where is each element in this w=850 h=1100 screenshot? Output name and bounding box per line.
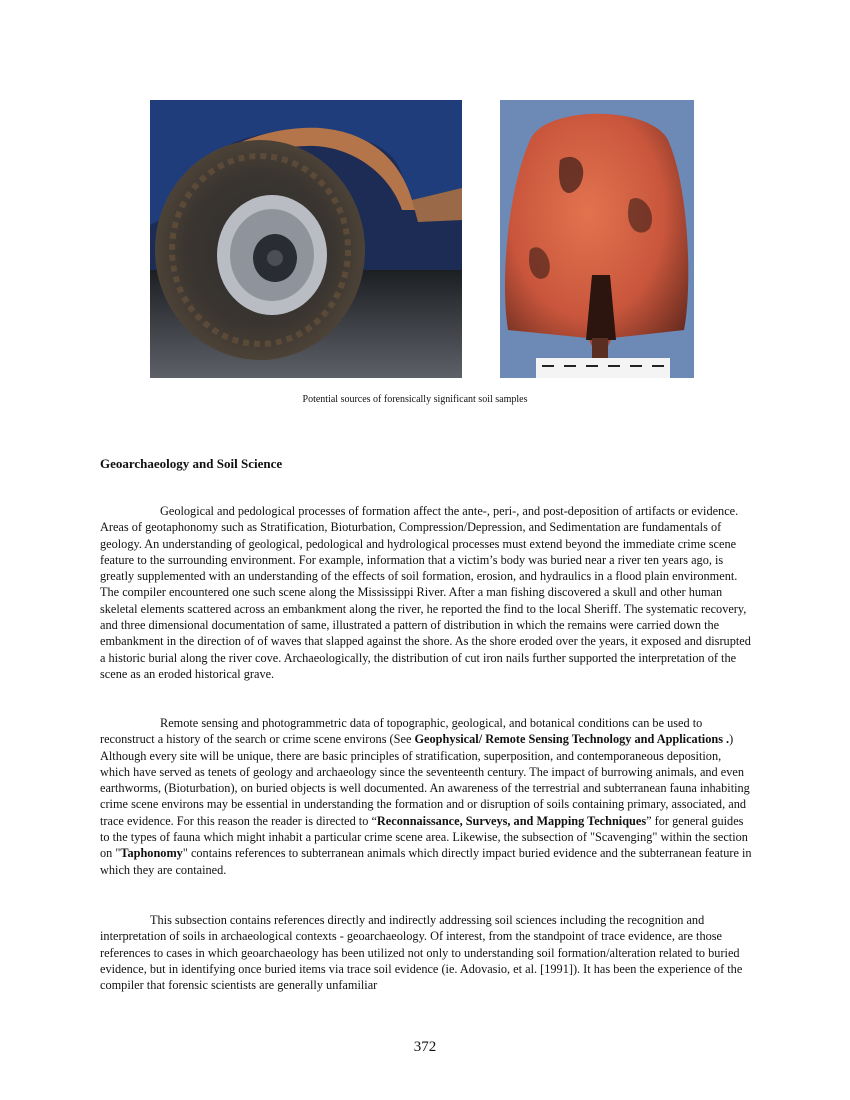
paragraph-2-text-d: " contains references to subterranean animals which directly impact buried evidence and the subterranean feature in which they are contained.: [100, 846, 752, 877]
paragraph-3: [100, 912, 752, 993]
reference-geophysical-remote-sensing: Geophysical/ Remote Sensing Technology and Applications .: [414, 732, 730, 747]
paragraph-2-text-c: ” for general guides to the types of fauna which might inhabit a particular crime scene area. Likewise, the subsection of "Scavenging" within the section on ": [100, 813, 748, 861]
paragraph-3-text: This subsection contains references directly and indirectly addressing soil sciences including the recognition and interpretation of soils in archaeological contexts - geoarchaeology. Of interest, from the standpoint of trace evidence, are those references to cases in which geoarchaeology has been utilized not only to understanding soil formation/alteration related to buried evidence, but in identifying once buried items via trace soil evidence (ie. Adovasio, et al. [1991]). It has been the experience of the compiler that forensic scientists are generally unfamiliar: [100, 913, 743, 993]
tire-photo: [150, 100, 462, 378]
paragraph-2-text-a: Remote sensing and photogrammetric data of topographic, geological, and botanical conditions can be used to reconstruct a history of the search or crime scene environs (See: [100, 716, 703, 747]
paragraph-1-text: Geological and pedological processes of formation affect the ante-, peri-, and post-deposition of artifacts or evidence. Areas of geotaphonomy such as Stratification, Bioturbation, Compression/Depression, and Sedimentation are fundamentals of geology. An understanding of geological, pedological and hydrological processes must extend beyond the immediate crime scene feature to the surrounding environment. For example, information that a victim’s body was buried near a river ten years ago, is greatly supplemented with an understanding of the effects of soil formation, erosion, and hydraulics in a flood plain environment. The compiler encountered one such scene along the Mississippi River. After a man fishing discovered a skull and other human skeletal elements scattered across an embankment along the river, he reported the find to the local Sheriff. The systematic recovery, and three dimensional documentation of same, illustrated a pattern of distribution in which the remains were carried down the embankment in the direction of of waves that slapped against the shore. As the shore eroded over the years, it exposed and disrupted a historic burial along the river cove. Archaeologically, the distribution of cut iron nails further supported the interpretation of the scene as an eroded historical grave.: [100, 504, 751, 681]
paragraph-2: [100, 715, 752, 878]
section-heading: Geoarchaeology and Soil Science: [100, 456, 283, 471]
shovel-photo: [500, 100, 694, 378]
reference-reconnaissance-surveys: Reconnaissance, Surveys, and Mapping Techniques: [376, 813, 647, 828]
page-number: 372: [413, 1039, 437, 1055]
paragraph-1: [100, 503, 752, 682]
tire-photo-graphic: [150, 100, 462, 378]
figure-caption: Potential sources of forensically significant soil samples: [302, 394, 528, 405]
reference-taphonomy: Taphonomy: [120, 846, 183, 861]
shovel-photo-graphic: [500, 100, 694, 378]
paragraph-2-text-b: ) Although every site will be unique, there are basic principles of stratification, superposition, and contemporaneous deposition, which have served as tenets of geology and archaeology since the seventeenth century. The impact of burrowing animals, and even earthworms, (Bioturbation), on buried objects is well documented. An awareness of the terrestrial and subterranean fauna inhabiting crime scene environs may be essential in understanding the formation and or disruption of soils containing primary, associated, and trace evidence. For this reason the reader is directed to “: [100, 732, 750, 828]
